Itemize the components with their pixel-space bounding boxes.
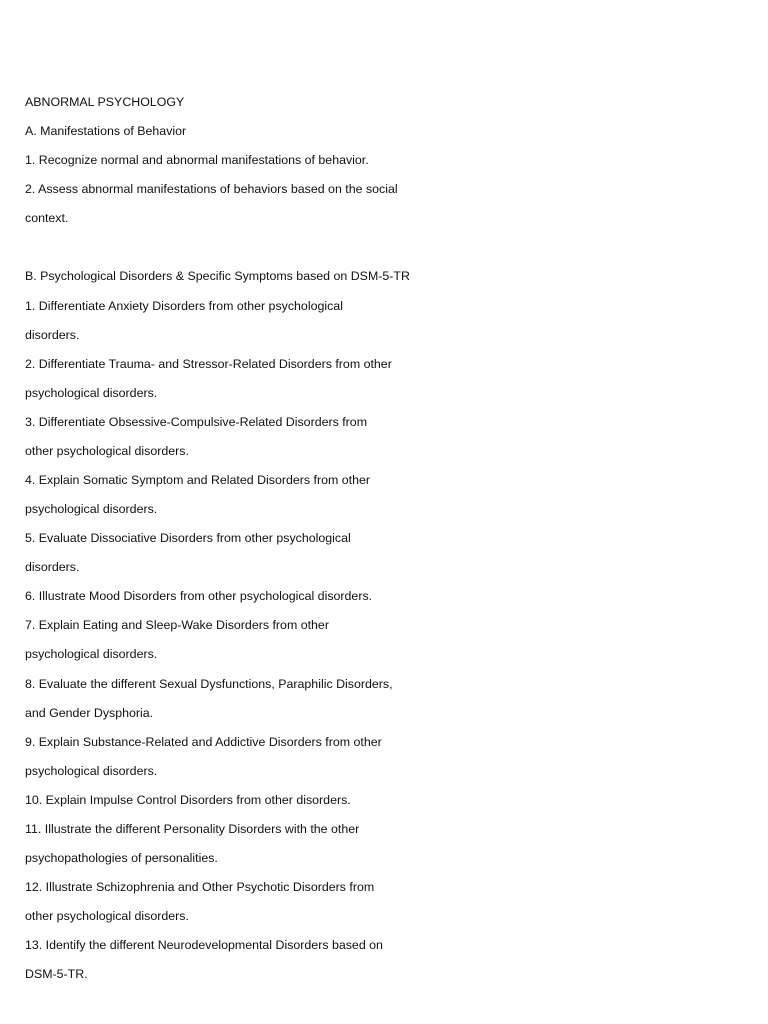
section-b-line: 7. Explain Eating and Sleep-Wake Disorders from other bbox=[25, 618, 329, 633]
section-a-heading: A. Manifestations of Behavior bbox=[25, 124, 187, 139]
section-b-line: 5. Evaluate Dissociative Disorders from other psychological bbox=[25, 531, 351, 546]
section-b-line: 10. Explain Impulse Control Disorders from other disorders. bbox=[25, 792, 351, 807]
section-b-line: 6. Illustrate Mood Disorders from other psychological disorders. bbox=[25, 589, 373, 604]
section-b-line: 1. Differentiate Anxiety Disorders from other psychological bbox=[25, 298, 343, 313]
section-b-line: 13. Identify the different Neurodevelopmental Disorders based on bbox=[25, 938, 383, 953]
document-page bbox=[25, 94, 425, 995]
section-a-line: context. bbox=[25, 211, 69, 226]
section-b-line: 3. Differentiate Obsessive-Compulsive-Related Disorders from bbox=[25, 414, 368, 429]
section-b-line: psychopathologies of personalities. bbox=[25, 851, 218, 866]
document-title: ABNORMAL PSYCHOLOGY bbox=[25, 95, 185, 109]
section-b-line: psychological disorders. bbox=[25, 502, 158, 517]
section-b-line: disorders. bbox=[25, 560, 80, 575]
section-b-line: 9. Explain Substance-Related and Addictive Disorders from other bbox=[25, 734, 382, 749]
section-b-line: 12. Illustrate Schizophrenia and Other Psychotic Disorders from bbox=[25, 880, 375, 895]
section-a-line: 2. Assess abnormal manifestations of behaviors based on the social bbox=[25, 182, 398, 197]
section-b-heading: B. Psychological Disorders & Specific Symptoms based on DSM-5-TR bbox=[25, 269, 410, 284]
section-b-line: other psychological disorders. bbox=[25, 909, 189, 924]
section-b-line: psychological disorders. bbox=[25, 647, 158, 662]
section-b-line: 8. Evaluate the different Sexual Dysfunctions, Paraphilic Disorders, bbox=[25, 676, 393, 691]
section-b-line: other psychological disorders. bbox=[25, 443, 189, 458]
section-b-line: psychological disorders. bbox=[25, 385, 158, 400]
section-a-line: 1. Recognize normal and abnormal manifestations of behavior. bbox=[25, 153, 369, 168]
section-b-line: DSM-5-TR. bbox=[25, 967, 88, 982]
section-b-line: 11. Illustrate the different Personality Disorders with the other bbox=[25, 821, 360, 836]
section-b-line: psychological disorders. bbox=[25, 763, 158, 778]
section-spacer bbox=[25, 239, 425, 268]
section-b-line: 4. Explain Somatic Symptom and Related Disorders from other bbox=[25, 473, 371, 488]
section-b-line: 2. Differentiate Trauma- and Stressor-Related Disorders from other bbox=[25, 356, 392, 371]
section-b-line: disorders. bbox=[25, 327, 80, 342]
section-b-line: and Gender Dysphoria. bbox=[25, 705, 154, 720]
